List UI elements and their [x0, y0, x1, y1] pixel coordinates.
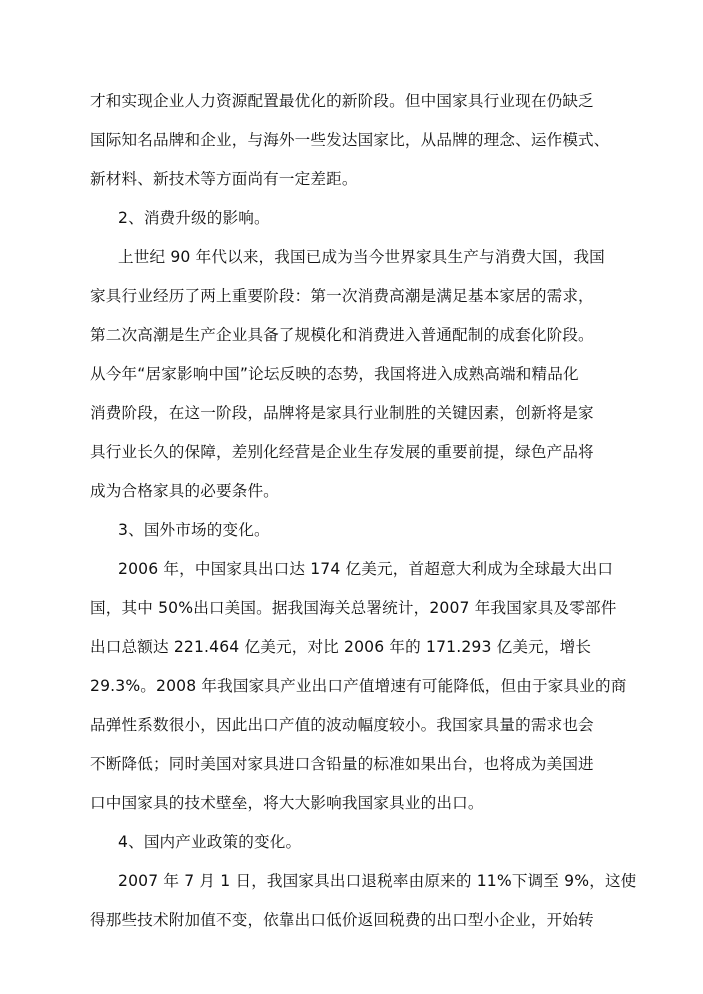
text-line-18: 不断降低；同时美国对家具进口含铅量的标准如果出台，也将成为美国进 [90, 755, 594, 773]
text-line-3: 新材料、新技术等方面尚有一定差距。 [90, 170, 358, 188]
text-line-19: 口中国家具的技术壁垒，将大大影响我国家具业的出口。 [90, 794, 484, 812]
text-line-15: 出口总额达 221.464 亿美元，对比 2006 年的 171.293 亿美元，增长 [90, 638, 592, 656]
text-line-6: 家具行业经历了两上重要阶段：第一次消费高潮是满足基本家居的需求， [90, 287, 594, 305]
section-heading-2: 2、消费升级的影响。 [118, 209, 270, 227]
text-line-21: 2007 年 7 月 1 日，我国家具出口退税率由原来的 11%下调至 9%，这使 [118, 872, 637, 890]
text-line-5: 上世纪 90 年代以来，我国已成为当今世界家具生产与消费大国，我国 [118, 248, 605, 266]
text-line-7: 第二次高潮是生产企业具备了规模化和消费进入普通配制的成套化阶段。 [90, 326, 594, 344]
text-line-16: 29.3%。2008 年我国家具产业出口产值增速有可能降低，但由于家具业的商 [90, 677, 627, 695]
text-line-2: 国际知名品牌和企业，与海外一些发达国家比，从品牌的理念、运作模式、 [90, 131, 610, 149]
text-line-1: 才和实现企业人力资源配置最优化的新阶段。但中国家具行业现在仍缺乏 [90, 92, 594, 110]
text-line-14: 国，其中 50%出口美国。据我国海关总署统计，2007 年我国家具及零部件 [90, 599, 617, 617]
text-line-8: 从今年“居家影响中国”论坛反映的态势，我国将进入成熟高端和精品化 [90, 365, 579, 383]
section-heading-4: 4、国内产业政策的变化。 [118, 833, 302, 851]
text-line-22: 得那些技术附加值不变，依靠出口低价返回税费的出口型小企业，开始转 [90, 911, 594, 929]
text-line-17: 品弹性系数很小，因此出口产值的波动幅度较小。我国家具量的需求也会 [90, 716, 594, 734]
text-line-13: 2006 年，中国家具出口达 174 亿美元，首超意大利成为全球最大出口 [118, 560, 614, 578]
section-heading-3: 3、国外市场的变化。 [118, 521, 270, 539]
text-line-11: 成为合格家具的必要条件。 [90, 482, 279, 500]
text-line-10: 具行业长久的保障，差别化经营是企业生存发展的重要前提，绿色产品将 [90, 443, 594, 461]
text-line-9: 消费阶段，在这一阶段，品牌将是家具行业制胜的关键因素，创新将是家 [90, 404, 594, 422]
